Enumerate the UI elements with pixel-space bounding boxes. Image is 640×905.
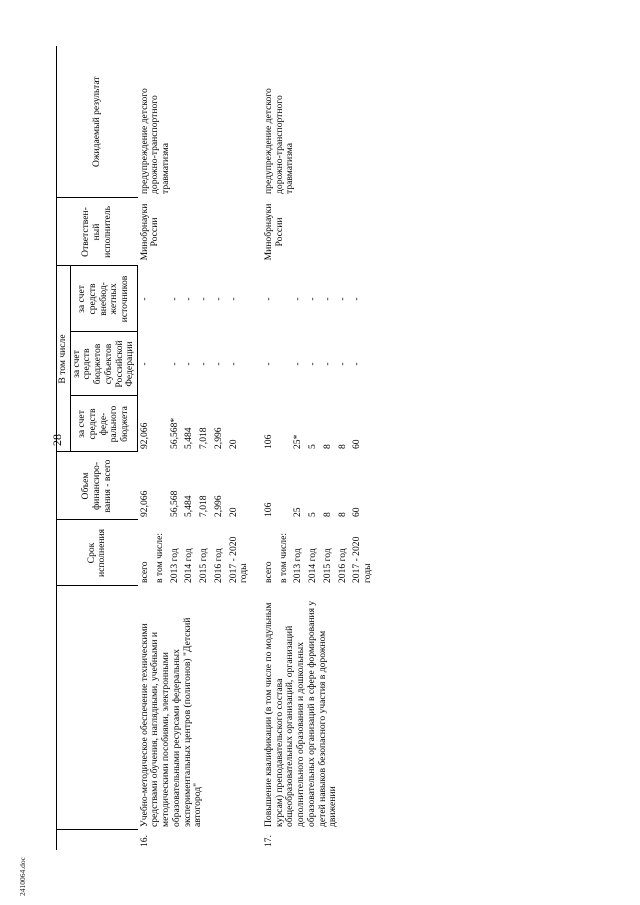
total-cell [153, 452, 168, 520]
header-federal: за счет средств феде-рального бюджета [70, 396, 137, 452]
regional-cell: - [351, 362, 363, 366]
term-cell: 2013 год [292, 548, 304, 583]
spacer-cell [252, 46, 262, 850]
rotated-table-container [56, 46, 610, 850]
term-cell: 2015 год [321, 548, 333, 583]
extra-cell [153, 266, 168, 332]
extra-cell: - [336, 297, 348, 301]
result-cell: предупреждение детского дорожно-транспортного травматизма [138, 88, 172, 194]
term-cell: в том числе: [277, 532, 289, 583]
header-term: Срок исполнения [57, 520, 138, 586]
term-cell: всего [263, 561, 275, 583]
header-including: В том числе [57, 266, 71, 452]
federal-cell: 25* [292, 434, 304, 449]
page-number: 28 [50, 434, 64, 446]
total-cell: 60 [351, 507, 363, 517]
result-cell: предупреждение детского дорожно-транспортного травматизма [263, 88, 296, 194]
total-cell: 5 [307, 512, 319, 517]
federal-cell: 60 [351, 439, 363, 449]
regional-cell: - [227, 362, 239, 366]
header-num [57, 830, 138, 850]
extra-cell: - [168, 297, 180, 301]
term-cell: всего [138, 561, 150, 583]
term-cell: 2017 - 2020 годы [351, 536, 374, 583]
footer-code: 2410064.doc [18, 857, 27, 896]
regional-cell: - [212, 362, 224, 366]
extra-cell: - [183, 297, 195, 301]
federal-cell: 5,484 [183, 427, 195, 449]
regional-cell: - [139, 362, 151, 366]
extra-cell: - [321, 297, 333, 301]
header-description [57, 586, 138, 830]
total-cell: 92,066 [138, 490, 150, 517]
extra-cell: - [139, 297, 151, 301]
responsible-cell: Минобрнауки России [263, 203, 285, 261]
table-body [138, 46, 376, 850]
federal-cell: 5 [307, 444, 319, 449]
header-result: Ожидаемый результат [57, 46, 138, 198]
row-spacer [252, 46, 262, 850]
item-description: Повышение квалификации (в том числе по модульным курсам) преподавательского состава общеобразовательных организаций, организаций дополнительного образования и дошкольных образовательных организаций в сфере формирования у детей навыков безопасного участия в дорожном движении [263, 600, 339, 827]
regional-cell: - [336, 362, 348, 366]
total-cell: 8 [336, 512, 348, 517]
federal-cell: 2,996 [212, 427, 224, 449]
regional-cell: - [321, 362, 333, 366]
total-cell: 25 [292, 507, 304, 517]
header-extra: за счет средств внебюд-жетных источников [70, 266, 137, 332]
federal-cell [153, 396, 168, 452]
item-number: 16. [138, 835, 150, 847]
extra-cell: - [307, 297, 319, 301]
regional-cell [153, 332, 168, 396]
extra-cell: - [351, 297, 363, 301]
header-regional: за счет средств бюджетов субъектов Российской Федерации [70, 332, 137, 396]
table-row [262, 46, 277, 850]
item-description: Учебно-методическое обеспечение техническими средствами обучения, наглядными, учебными и методическими пособиями, электронными образовательными ресурсами федеральных экспериментальных центров (полигонов) "Детский автогород" [138, 617, 204, 827]
federal-cell: 56,568* [168, 417, 180, 449]
federal-cell [277, 396, 292, 452]
extra-cell: - [212, 297, 224, 301]
term-cell: 2017 - 2020 годы [227, 536, 250, 583]
program-table [56, 46, 376, 850]
term-cell: 2016 год [336, 548, 348, 583]
regional-cell: - [198, 362, 210, 366]
federal-cell: 8 [336, 444, 348, 449]
term-cell: 2013 год [168, 548, 180, 583]
federal-cell: 92,066 [139, 422, 151, 449]
term-cell: 2014 год [307, 548, 319, 583]
extra-cell: - [263, 297, 275, 301]
item-number: 17. [263, 835, 275, 847]
extra-cell [277, 266, 292, 332]
total-cell: 8 [321, 512, 333, 517]
regional-cell: - [168, 362, 180, 366]
regional-cell: - [263, 362, 275, 366]
term-cell: 2016 год [212, 548, 224, 583]
extra-cell: - [292, 297, 304, 301]
total-cell: 106 [263, 502, 275, 517]
extra-cell: - [227, 297, 239, 301]
total-cell: 5,484 [183, 495, 195, 517]
federal-cell: 8 [321, 444, 333, 449]
total-cell: 56,568 [168, 490, 180, 517]
total-cell: 2,996 [212, 495, 224, 517]
federal-cell: 20 [227, 439, 239, 449]
table-row [138, 46, 153, 850]
extra-cell: - [198, 297, 210, 301]
regional-cell: - [292, 362, 304, 366]
federal-cell: 106 [263, 434, 275, 449]
responsible-cell: Минобрнауки России [138, 203, 161, 261]
regional-cell: - [183, 362, 195, 366]
header-total: Объем финансиро-вания - всего [57, 452, 138, 520]
term-cell: 2015 год [198, 548, 210, 583]
term-cell: 2014 год [183, 548, 195, 583]
total-cell [277, 452, 292, 520]
regional-cell [277, 332, 292, 396]
term-cell: в том числе: [153, 532, 165, 583]
federal-cell: 7,018 [198, 427, 210, 449]
total-cell: 20 [227, 507, 239, 517]
total-cell: 7,018 [198, 495, 210, 517]
regional-cell: - [307, 362, 319, 366]
header-responsible: Ответствен-ный исполнитель [57, 198, 138, 266]
